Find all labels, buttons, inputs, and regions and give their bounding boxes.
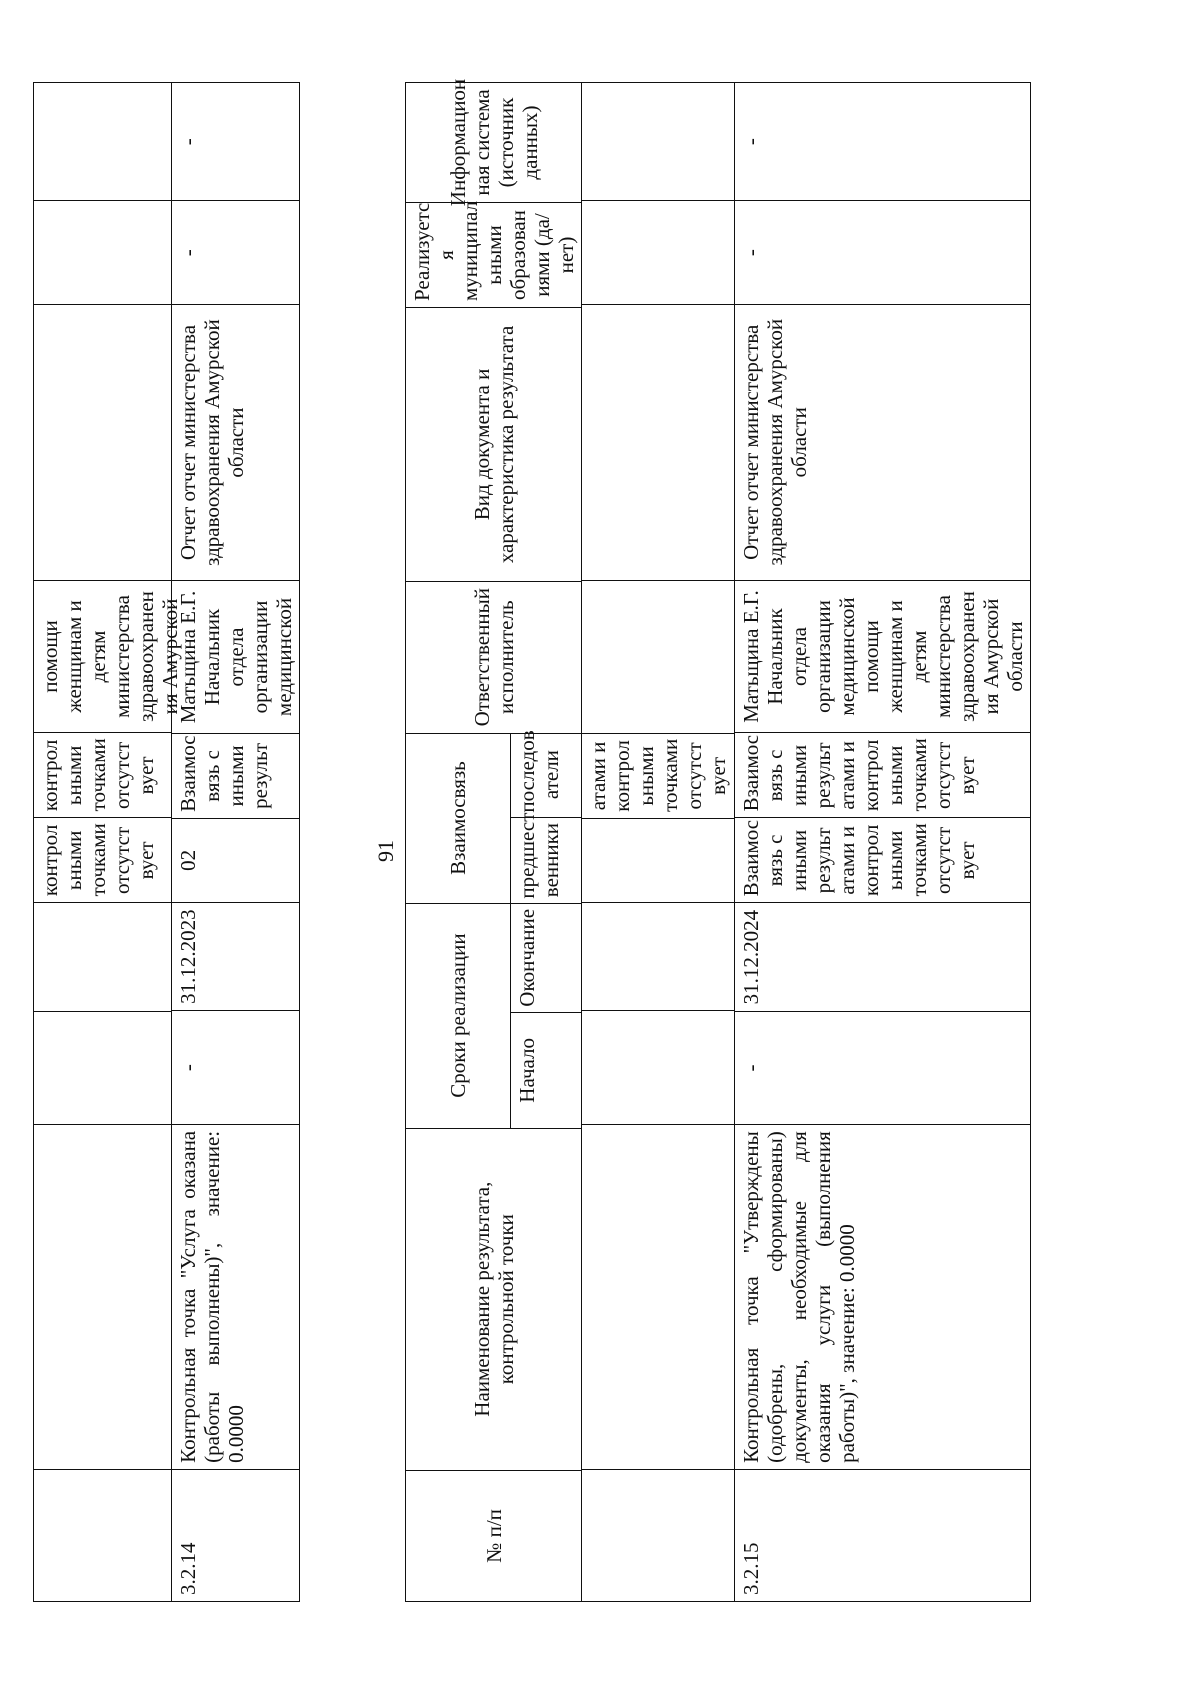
table-row — [582, 82, 735, 1602]
header-resp: Ответственный исполнитель — [406, 581, 581, 733]
table-row — [735, 82, 1031, 1602]
cell-end: 31.12.2023 — [172, 902, 299, 1011]
cell-start: - — [172, 1010, 299, 1123]
header-succ: последов атели — [511, 733, 581, 818]
table-row — [172, 82, 300, 1602]
cell-succ: контрол ьными точками отсутст вует — [34, 732, 171, 817]
cell-pred: Взаимос вязь с иными результ атами и контрол ьными точками отсутст вует — [735, 817, 1030, 902]
header-no: № п/п — [406, 1470, 581, 1602]
cell-info: - — [172, 82, 299, 200]
header-doc: Вид документа и характеристика результата — [406, 307, 581, 581]
cell-end — [582, 902, 734, 1011]
cell-mun: - — [172, 200, 299, 304]
cell-mun: - — [735, 200, 1030, 304]
cell-end: 31.12.2024 — [735, 902, 1030, 1010]
header-link-title: Взаимосвязь — [406, 734, 511, 903]
cell-doc: Отчет отчет министерства здравоохранения Амурской области — [172, 304, 299, 580]
cell-mun — [34, 200, 171, 304]
cell-name — [34, 1124, 171, 1469]
cell-info — [582, 82, 734, 200]
cell-resp: Матьщина Е.Г. Начальник отдела организации медицинской — [172, 580, 299, 733]
cell-no — [582, 1469, 734, 1602]
cell-resp: помощи женщинам и детям министерства здравоохранен ия Амурской — [34, 580, 171, 733]
header-info: Информацион ная система (источник данных) — [406, 82, 581, 202]
cell-succ: Взаимос вязь с иными результ — [172, 733, 299, 818]
cell-name: Контрольная точка "Утверждены (одобрены, сформированы) документы, необходимые для оказания услуги (выполнения работы)", значение: 0.0000 — [735, 1124, 1030, 1469]
cell-start — [582, 1010, 734, 1123]
header-link — [406, 730, 581, 903]
cell-no: 3.2.14 — [172, 1469, 299, 1602]
cell-doc — [34, 304, 171, 580]
cell-end — [34, 902, 171, 1010]
cell-doc: Отчет отчет министерства здравоохранения Амурской области — [735, 304, 1030, 580]
header-pred: предшест венники — [515, 812, 563, 899]
cell-start: - — [735, 1011, 1030, 1124]
page-number: 91 — [373, 840, 398, 862]
cell-no — [34, 1469, 171, 1602]
header-terms-title: Сроки реализации — [406, 904, 511, 1128]
header-end: Окончание — [511, 904, 581, 1014]
cell-name — [582, 1124, 734, 1469]
cell-resp — [582, 580, 734, 733]
cell-succ: Взаимос вязь с иными результ атами и контрол ьными точками отсутст вует — [735, 732, 1030, 817]
cell-doc — [582, 304, 734, 580]
header-name: Наименование результата, контрольной точки — [406, 1128, 581, 1470]
cell-no: 3.2.15 — [735, 1469, 1030, 1602]
cell-pred: контрол ьными точками отсутст вует — [34, 817, 171, 902]
cell-mun — [582, 200, 734, 304]
cell-name: Контрольная точка "Услуга оказана (работы выполнены)", значение: 0.0000 — [172, 1124, 299, 1469]
header-mun: Реализуетс я муниципал ьными образован иями (да/нет) — [406, 202, 581, 307]
table-header-row — [405, 78, 582, 1602]
header-terms — [406, 903, 581, 1128]
cell-info — [34, 82, 171, 200]
cell-info: - — [735, 82, 1030, 200]
cell-pred — [582, 818, 734, 902]
cell-pred: 02 — [172, 818, 299, 902]
cell-resp: Матьщина Е.Г. Начальник отдела организации медицинской помощи женщинам и детям министерства здравоохранен ия Амурской области — [735, 580, 1030, 733]
cell-succ: атами и контрол ьными точками отсутст вует — [582, 733, 734, 818]
header-start: Начало — [515, 1037, 539, 1103]
cell-start — [34, 1011, 171, 1124]
table-row — [33, 82, 182, 1602]
